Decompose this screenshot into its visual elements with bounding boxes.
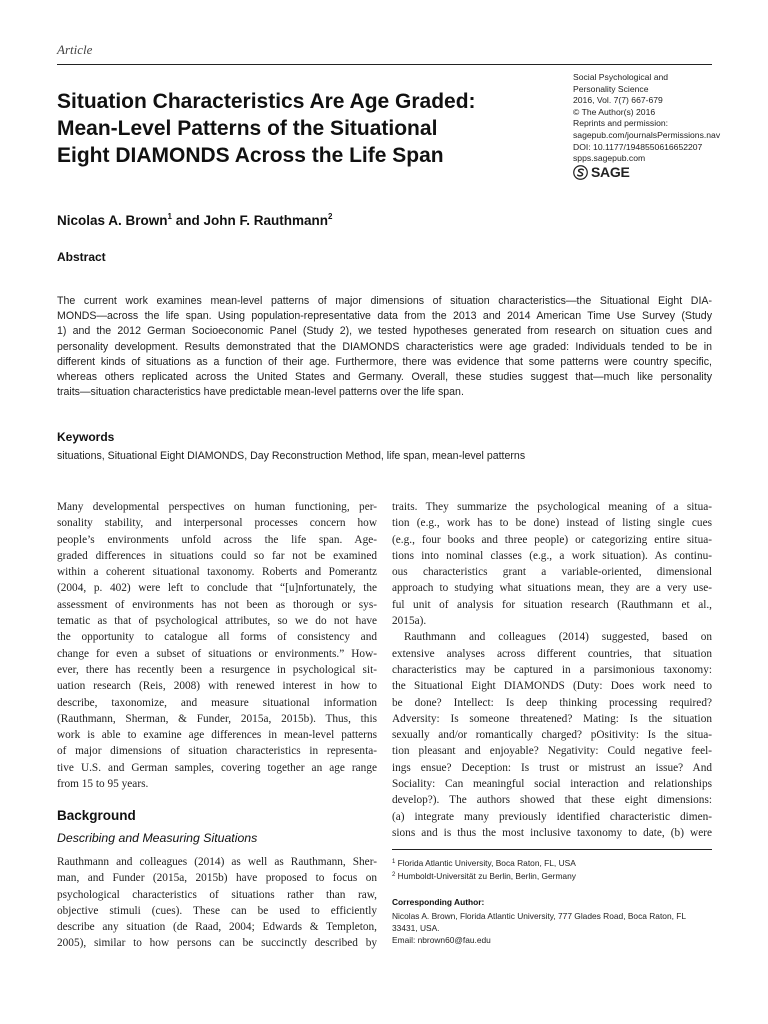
abstract-line: whereas others replicated across the United States and Germany. Overall, these studies suggest that—much like personality bbox=[57, 371, 712, 384]
article-type-label: Article bbox=[57, 42, 93, 57]
body-line: ous characteristics grant a variable-oriented, dimensional bbox=[392, 566, 712, 579]
sage-s-icon bbox=[573, 165, 588, 180]
abstract-line: MONDS—across the life span. Using population-representative data from the 2013 and 2014 American Time Use Survey (Study bbox=[57, 310, 712, 323]
body-line: be done? Intellect: Is deep thinking processing required? bbox=[392, 696, 712, 709]
body-line: (e.g., four books and three people) or categorizing entire situa- bbox=[392, 533, 712, 546]
body-line: (a) integrate many previously identified characteristic dimen- bbox=[392, 810, 712, 823]
body-line: describe any situation (de Raad, 2004; Edwards & Templeton, bbox=[57, 921, 377, 934]
abstract-line: different kinds of situations as a function of their age. Furthermore, there was evidence that some patterns were country specific, bbox=[57, 355, 712, 368]
body-line: work is able to examine age differences in mean-level patterns bbox=[57, 729, 377, 742]
affiliation-1: Florida Atlantic University, Boca Raton, FL, USA bbox=[397, 858, 576, 868]
background-heading: Background bbox=[57, 808, 136, 823]
body-line: Rauthmann and colleagues (2014) as well as Rauthmann, Sher- bbox=[57, 856, 377, 868]
body-line: graded differences in situations could so far not be examined bbox=[57, 549, 377, 562]
copyright: © The Author(s) 2016 bbox=[573, 106, 656, 117]
body-line: uation research (Reis, 2008) with renewed interest in how to bbox=[57, 680, 377, 693]
body-line: Rauthmann and colleagues (2014) suggested, based on bbox=[404, 631, 712, 644]
body-line: man, and Funder (2015a, 2015b) have proposed to focus on bbox=[57, 872, 377, 885]
doi-link[interactable]: DOI: 10.1177/1948550616652207 bbox=[573, 141, 703, 152]
body-line: tion (e.g., work has to be done) instead of listing single cues bbox=[392, 517, 712, 530]
corresponding-address: Nicolas A. Brown, Florida Atlantic University, 777 Glades Road, Boca Raton, FL bbox=[392, 911, 687, 921]
author-name: John F. Rauthmann bbox=[203, 213, 328, 228]
body-line: of major dimensions of situation characteristics in representa- bbox=[57, 745, 377, 758]
right-column-text bbox=[392, 499, 712, 841]
abstract-line: The current work examines mean-level patterns of major dimensions of situation characteristics—the Situational Eight DIA- bbox=[57, 295, 712, 307]
keywords-list: situations, Situational Eight DIAMONDS, Day Reconstruction Method, life span, mean-level patterns bbox=[57, 450, 526, 462]
keywords-heading: Keywords bbox=[57, 430, 115, 444]
journal-name-line: Social Psychological and bbox=[573, 72, 669, 82]
body-line: ever, there has recently been a resurgence in psychological sit- bbox=[57, 663, 377, 676]
corresponding-author bbox=[392, 910, 712, 947]
body-line: 2015a). bbox=[392, 615, 427, 628]
corresponding-address: 33431, USA. bbox=[392, 923, 440, 934]
abstract-line: traits—situation characteristics have predictable mean-level patterns over the life span. bbox=[57, 386, 464, 399]
body-line: Adversity: Is someone threatened? Mating: Is the situation bbox=[392, 712, 712, 725]
affiliation-mark: 2 bbox=[328, 212, 333, 221]
header-rule bbox=[57, 64, 712, 65]
body-line: sexually and/or romantically charged? pOsitivity: Is the situa- bbox=[392, 729, 712, 742]
body-line: the opportunity to catalogue all forms of consistency and bbox=[57, 631, 377, 644]
title-line: Eight DIAMONDS Across the Life Span bbox=[57, 144, 444, 167]
background-paragraph bbox=[57, 854, 377, 952]
corresponding-email[interactable]: Email: nbrown60@fau.edu bbox=[392, 935, 491, 946]
footnote-mark: 1 bbox=[392, 859, 396, 865]
intro-paragraph bbox=[57, 499, 377, 792]
body-line: (2004, p. 402) were left to conclude that “[u]nfortunately, the bbox=[57, 582, 377, 595]
affiliation-mark: 1 bbox=[167, 212, 172, 221]
body-line: tive U.S. and German samples, covering together an age range bbox=[57, 761, 377, 774]
body-line: assessment of environments has not been as thorough or sys- bbox=[57, 598, 377, 611]
footnote-rule bbox=[392, 849, 712, 850]
body-line: extensive analyses across different countries, that situation bbox=[392, 647, 712, 660]
title-line: Situation Characteristics Are Age Graded: bbox=[57, 90, 476, 113]
body-line: Sociality: Can meaningful social interaction and relationships bbox=[392, 778, 712, 791]
body-line: people’s environments unfold across the life span. Age- bbox=[57, 533, 377, 546]
body-line: approach to studying what situations mean, they are a very use- bbox=[392, 582, 712, 595]
sage-logo bbox=[573, 164, 629, 180]
title-line: Mean-Level Patterns of the Situational bbox=[57, 117, 438, 140]
author-conjunction: and bbox=[171, 213, 204, 228]
body-line: tion pleasant and enjoyable? Negativity: Could negative feel- bbox=[392, 745, 712, 758]
body-line: Many developmental perspectives on human functioning, per- bbox=[57, 501, 377, 513]
journal-site-link[interactable]: spps.sagepub.com bbox=[573, 153, 646, 164]
article-title bbox=[57, 88, 547, 169]
body-line: from 15 to 95 years. bbox=[57, 778, 149, 791]
journal-info bbox=[573, 72, 721, 165]
journal-volume: 2016, Vol. 7(7) 667-679 bbox=[573, 95, 663, 106]
body-line: (Rauthmann, Sherman, & Funder, 2015a, 2015b). Thus, this bbox=[57, 712, 377, 725]
permissions-link[interactable]: sagepub.com/journalsPermissions.nav bbox=[573, 129, 721, 140]
body-line: tions into nominal classes (e.g., a work situation). As continu- bbox=[392, 549, 712, 562]
body-line: change for even a subset of situations or environments.” How- bbox=[57, 647, 377, 660]
affiliations bbox=[392, 856, 712, 882]
body-line: tematic as that of psychological attributes, so we do not have bbox=[57, 615, 377, 628]
body-line: sions and is thus the most inclusive taxonomy to date, (b) were bbox=[392, 826, 712, 839]
body-line: 2005), similar to how persons can be succinctly described by bbox=[57, 937, 377, 950]
body-line: develop?). The authors showed that these eight dimensions: bbox=[392, 794, 712, 807]
corresponding-author-heading: Corresponding Author: bbox=[392, 897, 485, 907]
sage-wordmark: SAGE bbox=[591, 164, 630, 180]
author-list bbox=[57, 212, 332, 228]
body-line: traits. They summarize the psychological meaning of a situa- bbox=[392, 501, 712, 513]
body-line: ful unit of analysis for situation research (Rauthmann et al., bbox=[392, 598, 712, 611]
body-line: objective stimuli (cues). These can be used to efficiently bbox=[57, 904, 377, 917]
body-line: psychological characteristics of situations rather than raw, bbox=[57, 888, 377, 901]
affiliation-2: Humboldt-Universität zu Berlin, Berlin, Germany bbox=[397, 871, 576, 882]
body-line: ings ensue? Deception: Is trust or mistrust an issue? And bbox=[392, 761, 712, 774]
abstract-line: personality development. Results demonstrated that the DIAMONDS characteristics were age graded: Individuals tended to be in bbox=[57, 340, 712, 353]
footnote-mark: 2 bbox=[392, 872, 396, 879]
abstract-line: 1) and the 2012 German Socioeconomic Panel (Study 2), we tested hypotheses generated from research on situation cues and bbox=[57, 325, 712, 338]
author-name: Nicolas A. Brown bbox=[57, 213, 168, 228]
subsection-heading: Describing and Measuring Situations bbox=[57, 831, 258, 845]
body-line: characteristics may be captured in a parsimonious taxonomy: bbox=[392, 663, 712, 676]
abstract-heading: Abstract bbox=[57, 250, 106, 264]
body-line: the Situational Eight DIAMONDS (Duty: Does work need to bbox=[392, 680, 712, 693]
body-line: within a coherent situational taxonomy. Roberts and Pomerantz bbox=[57, 566, 377, 579]
reprints-label: Reprints and permission: bbox=[573, 118, 669, 129]
body-line: sonality stability, and interpersonal processes concern how bbox=[57, 517, 377, 530]
journal-name-line: Personality Science bbox=[573, 83, 649, 94]
abstract-body bbox=[57, 294, 712, 400]
body-line: describe, taxonomize, and measure situational information bbox=[57, 696, 377, 709]
